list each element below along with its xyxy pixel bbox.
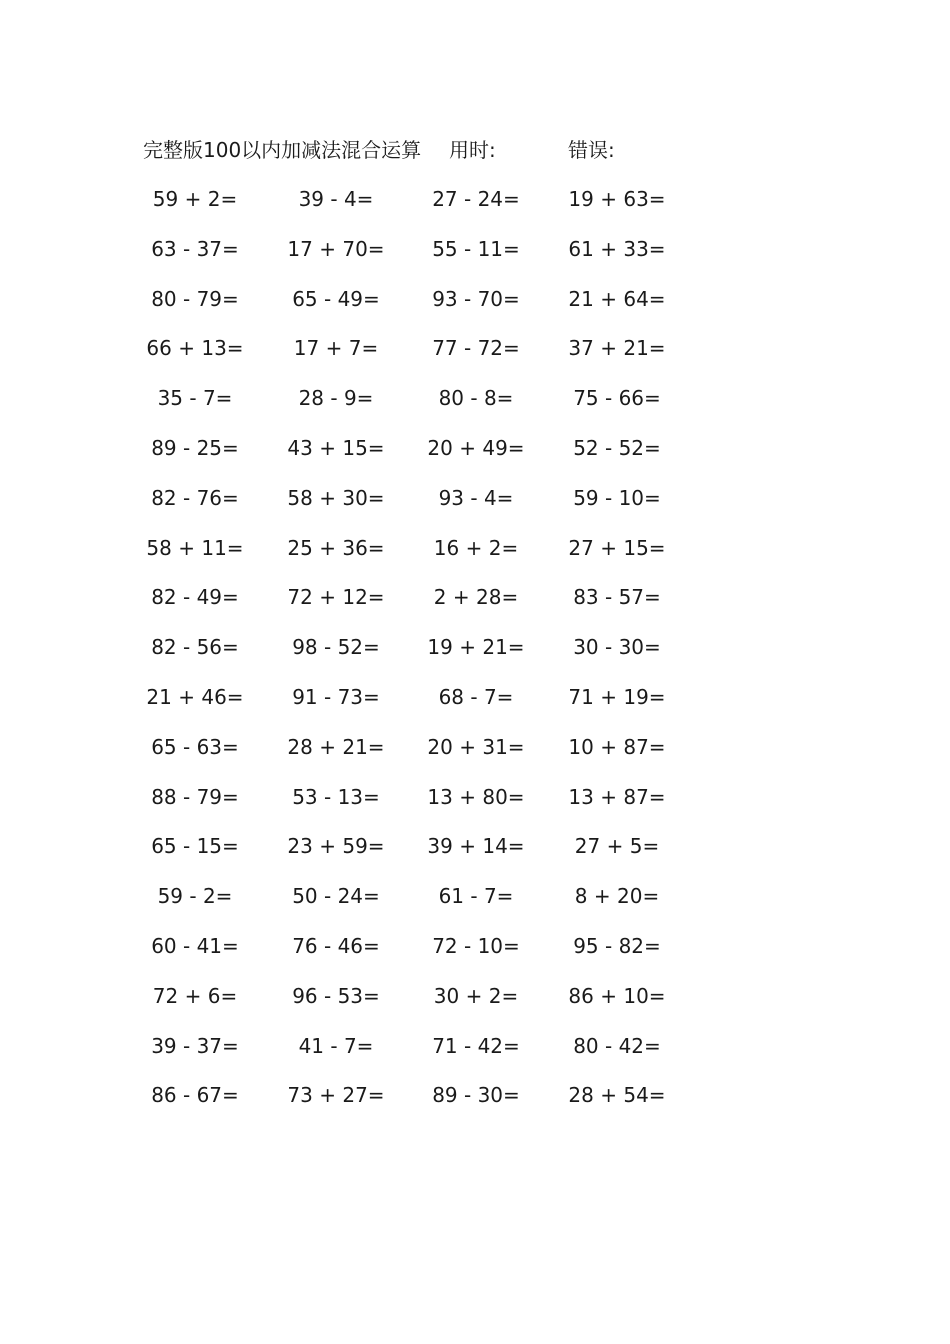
math-problem: 75 - 66=: [573, 386, 661, 411]
problem-row: [0, 234, 950, 284]
math-problem: 16 + 2=: [433, 535, 519, 560]
math-problem: 98 - 52=: [292, 635, 380, 660]
math-problem: 91 - 73=: [292, 684, 380, 709]
math-problem: 55 - 11=: [432, 236, 520, 261]
problem-row: [0, 483, 950, 533]
math-problem: 27 - 24=: [432, 187, 520, 211]
math-problem: 61 - 7=: [438, 884, 514, 909]
math-problem: 80 - 8=: [438, 386, 514, 411]
math-problem: 61 + 33=: [568, 236, 666, 261]
error-count-label: 错误:: [568, 138, 615, 162]
problem-row: [0, 1031, 950, 1081]
math-problem: 20 + 31=: [427, 734, 525, 759]
math-problem: 65 - 15=: [151, 834, 239, 859]
math-problem: 19 + 63=: [568, 187, 666, 211]
math-problem: 82 - 56=: [151, 635, 239, 660]
math-problem: 13 + 87=: [568, 784, 666, 809]
math-problem: 82 - 76=: [151, 485, 239, 510]
math-problem: 59 + 2=: [152, 187, 238, 211]
problem-row: [0, 1080, 950, 1130]
math-problem: 86 - 67=: [151, 1083, 239, 1108]
math-problem: 88 - 79=: [151, 784, 239, 809]
math-problem: 30 + 2=: [433, 983, 519, 1008]
math-problem: 71 + 19=: [568, 684, 666, 709]
problem-grid: [0, 184, 950, 1130]
problem-row: [0, 931, 950, 981]
math-problem: 27 + 5=: [574, 834, 660, 859]
math-problem: 50 - 24=: [292, 884, 380, 909]
math-problem: 73 + 27=: [287, 1083, 385, 1108]
problem-row: [0, 383, 950, 433]
math-problem: 71 - 42=: [432, 1033, 520, 1058]
math-problem: 39 - 37=: [151, 1033, 239, 1058]
problem-row: [0, 333, 950, 383]
worksheet-header: [143, 134, 703, 166]
math-problem: 13 + 80=: [427, 784, 525, 809]
math-problem: 37 + 21=: [568, 336, 666, 361]
math-problem: 10 + 87=: [568, 734, 666, 759]
math-problem: 21 + 46=: [146, 684, 244, 709]
problem-row: [0, 284, 950, 334]
math-problem: 2 + 28=: [433, 585, 519, 610]
problem-row: [0, 533, 950, 583]
problem-row: [0, 732, 950, 782]
worksheet-title: 完整版100以内加减法混合运算: [143, 138, 422, 162]
math-problem: 23 + 59=: [287, 834, 385, 859]
problem-row: [0, 632, 950, 682]
math-problem: 65 - 63=: [151, 734, 239, 759]
problem-row: [0, 831, 950, 881]
math-problem: 72 + 12=: [287, 585, 385, 610]
math-problem: 86 + 10=: [568, 983, 666, 1008]
math-problem: 21 + 64=: [568, 286, 666, 311]
problem-row: [0, 682, 950, 732]
problem-row: [0, 881, 950, 931]
math-problem: 25 + 36=: [287, 535, 385, 560]
math-problem: 83 - 57=: [573, 585, 661, 610]
math-problem: 58 + 30=: [287, 485, 385, 510]
math-problem: 59 - 2=: [157, 884, 233, 909]
math-problem: 53 - 13=: [292, 784, 380, 809]
time-used-label: 用时:: [449, 138, 496, 162]
math-problem: 93 - 70=: [432, 286, 520, 311]
math-problem: 68 - 7=: [438, 684, 514, 709]
math-problem: 66 + 13=: [146, 336, 244, 361]
math-problem: 80 - 79=: [151, 286, 239, 311]
math-problem: 19 + 21=: [427, 635, 525, 660]
math-problem: 65 - 49=: [292, 286, 380, 311]
problem-row: [0, 582, 950, 632]
math-problem: 17 + 70=: [287, 236, 385, 261]
problem-row: [0, 981, 950, 1031]
math-problem: 17 + 7=: [293, 336, 379, 361]
math-problem: 77 - 72=: [432, 336, 520, 361]
math-problem: 60 - 41=: [151, 933, 239, 958]
math-problem: 41 - 7=: [298, 1033, 374, 1058]
math-problem: 89 - 25=: [151, 435, 239, 460]
math-problem: 58 + 11=: [146, 535, 244, 560]
math-problem: 20 + 49=: [427, 435, 525, 460]
math-problem: 28 + 54=: [568, 1083, 666, 1108]
math-problem: 72 + 6=: [152, 983, 238, 1008]
math-problem: 93 - 4=: [438, 485, 514, 510]
math-problem: 39 + 14=: [427, 834, 525, 859]
math-problem: 96 - 53=: [292, 983, 380, 1008]
problem-row: [0, 184, 950, 234]
math-problem: 80 - 42=: [573, 1033, 661, 1058]
math-problem: 8 + 20=: [574, 884, 660, 909]
math-problem: 63 - 37=: [151, 236, 239, 261]
math-problem: 82 - 49=: [151, 585, 239, 610]
math-problem: 27 + 15=: [568, 535, 666, 560]
math-problem: 39 - 4=: [298, 187, 374, 211]
math-problem: 35 - 7=: [157, 386, 233, 411]
math-problem: 95 - 82=: [573, 933, 661, 958]
math-problem: 59 - 10=: [573, 485, 661, 510]
math-problem: 43 + 15=: [287, 435, 385, 460]
math-problem: 28 + 21=: [287, 734, 385, 759]
math-problem: 72 - 10=: [432, 933, 520, 958]
problem-row: [0, 782, 950, 832]
math-problem: 28 - 9=: [298, 386, 374, 411]
math-problem: 76 - 46=: [292, 933, 380, 958]
math-problem: 89 - 30=: [432, 1083, 520, 1108]
math-problem: 52 - 52=: [573, 435, 661, 460]
problem-row: [0, 433, 950, 483]
math-problem: 30 - 30=: [573, 635, 661, 660]
